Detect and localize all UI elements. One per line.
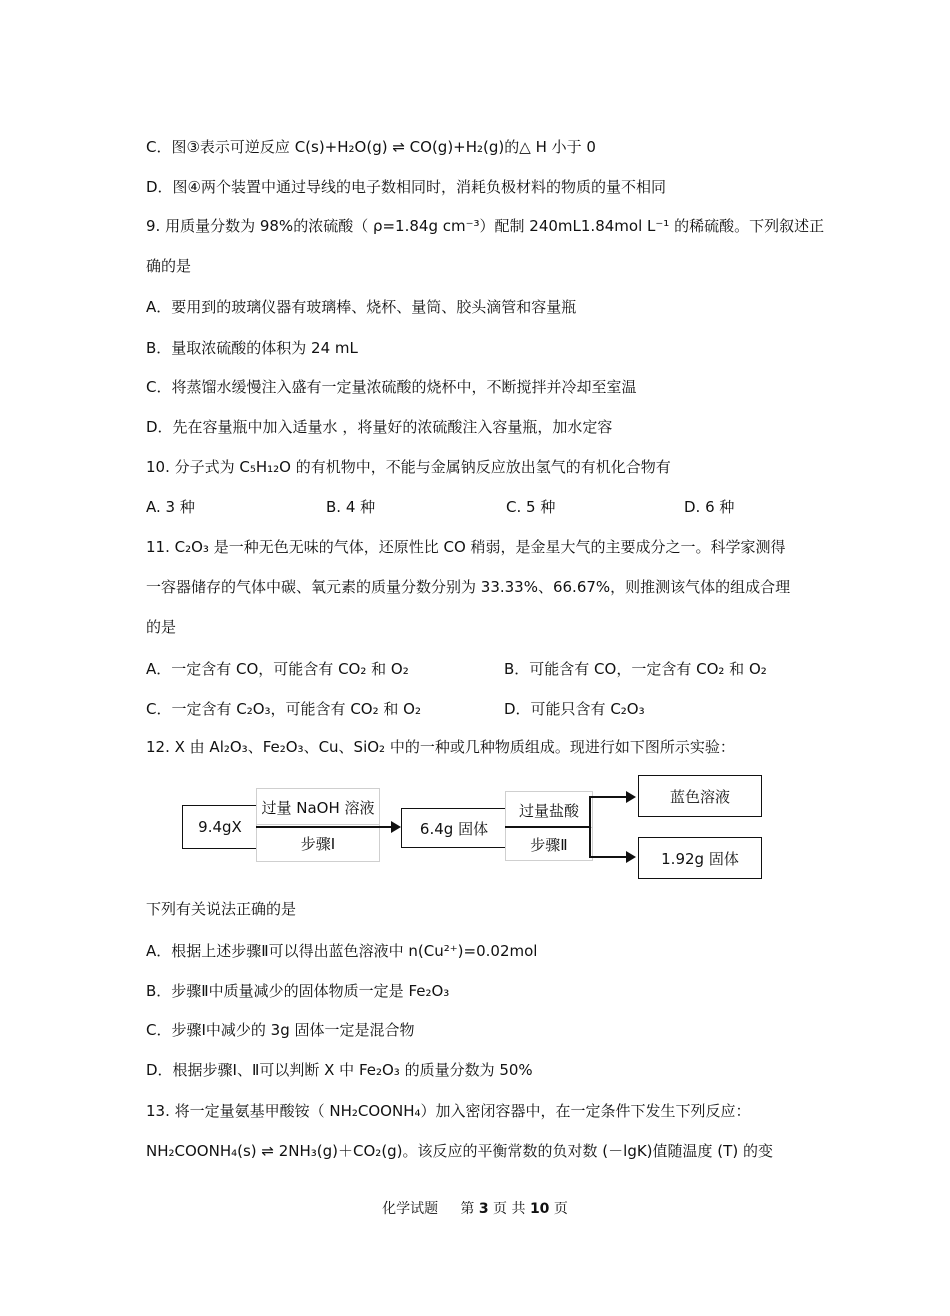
flow-step1-name: 步骤Ⅰ [256, 824, 380, 862]
footer-page-suffix: 页 [553, 1201, 568, 1217]
footer-page-number: 3 [478, 1201, 489, 1217]
footer-subject: 化学试题 [382, 1201, 439, 1217]
q11-stem: 11. C₂O₃ 是一种无色无味的气体，还原性比 CO 稍弱，是金星大气的主要成分之一。科学家测得 [146, 538, 786, 556]
q9-option-a: A．要用到的玻璃仪器有玻璃棒、烧杯、量筒、胶头滴管和容量瓶 [146, 298, 577, 316]
q11-option-a: A．一定含有 CO，可能含有 CO₂ 和 O₂ [146, 660, 409, 678]
flow-out-top-box: 蓝色溶液 [638, 775, 762, 817]
q9-stem-cont: 确的是 [146, 257, 192, 275]
flow-arrow-1-line [256, 826, 392, 828]
page-footer [0, 1198, 950, 1218]
q10-option-d: D. 6 种 [684, 498, 735, 516]
flow-arrow-top-line [589, 796, 627, 798]
flow-middle-box: 6.4g 固体 [401, 808, 507, 848]
q12-stem: 12. X 由 Al₂O₃、Fe₂O₃、Cu、SiO₂ 中的一种或几种物质组成。现进行如下图所示实验： [146, 738, 735, 756]
q10-option-b: B. 4 种 [326, 498, 376, 516]
q11-option-c: C．一定含有 C₂O₃，可能含有 CO₂ 和 O₂ [146, 700, 421, 718]
flow-step2-name: 步骤Ⅱ [505, 827, 593, 861]
flow-step1-reagent: 过量 NaOH 溶液 [256, 788, 380, 826]
q8-option-c: C．图③表示可逆反应 C(s)+H₂O(g) ⇌ CO(g)+H₂(g)的△ H 小于 0 [146, 138, 596, 156]
footer-page-prefix: 第 [460, 1201, 475, 1217]
q9-option-b: B．量取浓硫酸的体积为 24 mL [146, 339, 358, 357]
q10-stem: 10. 分子式为 C₅H₁₂O 的有机物中，不能与金属钠反应放出氢气的有机化合物有 [146, 458, 671, 476]
flow-start-box: 9.4gX [182, 805, 258, 849]
flow-out-bottom-box: 1.92g 固体 [638, 837, 762, 879]
flow-split-vertical [589, 796, 591, 857]
flow-arrow-2-stem [505, 826, 590, 828]
q9-stem: 9. 用质量分数为 98%的浓硫酸（ ρ=1.84g cm⁻³）配制 240mL1.84mol L⁻¹ 的稀硫酸。下列叙述正 [146, 217, 825, 235]
q13-stem: 13. 将一定量氨基甲酸铵（ NH₂COONH₄）加入密闭容器中，在一定条件下发生下列反应： [146, 1102, 751, 1120]
footer-total-pages: 10 [529, 1201, 550, 1217]
flow-arrow-bottom-head [626, 851, 636, 863]
q13-stem-cont: NH₂COONH₄(s) ⇌ 2NH₃(g)＋CO₂(g)。该反应的平衡常数的负对数 (－lgK)值随温度 (T) 的变 [146, 1142, 773, 1160]
q10-option-a: A. 3 种 [146, 498, 195, 516]
flow-step2-reagent: 过量盐酸 [505, 791, 593, 829]
q12-option-b: B．步骤Ⅱ中质量减少的固体物质一定是 Fe₂O₃ [146, 982, 450, 1000]
q11-stem-cont: 一容器储存的气体中碳、氧元素的质量分数分别为 33.33%、66.67%，则推测该气体的组成合理 [146, 578, 791, 596]
q12-option-c: C．步骤Ⅰ中减少的 3g 固体一定是混合物 [146, 1021, 415, 1039]
q9-option-c: C．将蒸馏水缓慢注入盛有一定量浓硫酸的烧杯中，不断搅拌并冷却至室温 [146, 378, 637, 396]
q12-option-a: A．根据上述步骤Ⅱ可以得出蓝色溶液中 n(Cu²⁺)=0.02mol [146, 942, 538, 960]
q8-option-d: D．图④两个装置中通过导线的电子数相同时，消耗负极材料的物质的量不相同 [146, 178, 667, 196]
flow-arrow-1-head [391, 821, 401, 833]
q12-option-d: D．根据步骤Ⅰ、Ⅱ可以判断 X 中 Fe₂O₃ 的质量分数为 50% [146, 1061, 533, 1079]
q11-stem-cont2: 的是 [146, 618, 177, 636]
q11-option-d: D．可能只含有 C₂O₃ [504, 700, 645, 718]
flow-arrow-bottom-line [589, 856, 627, 858]
footer-page-mid: 页 共 [493, 1201, 526, 1217]
q9-option-d: D．先在容量瓶中加入适量水 ，将量好的浓硫酸注入容量瓶，加水定容 [146, 418, 613, 436]
flow-arrow-top-head [626, 791, 636, 803]
q10-option-c: C. 5 种 [506, 498, 556, 516]
q11-option-b: B．可能含有 CO，一定含有 CO₂ 和 O₂ [504, 660, 767, 678]
q12-prompt: 下列有关说法正确的是 [146, 900, 297, 918]
